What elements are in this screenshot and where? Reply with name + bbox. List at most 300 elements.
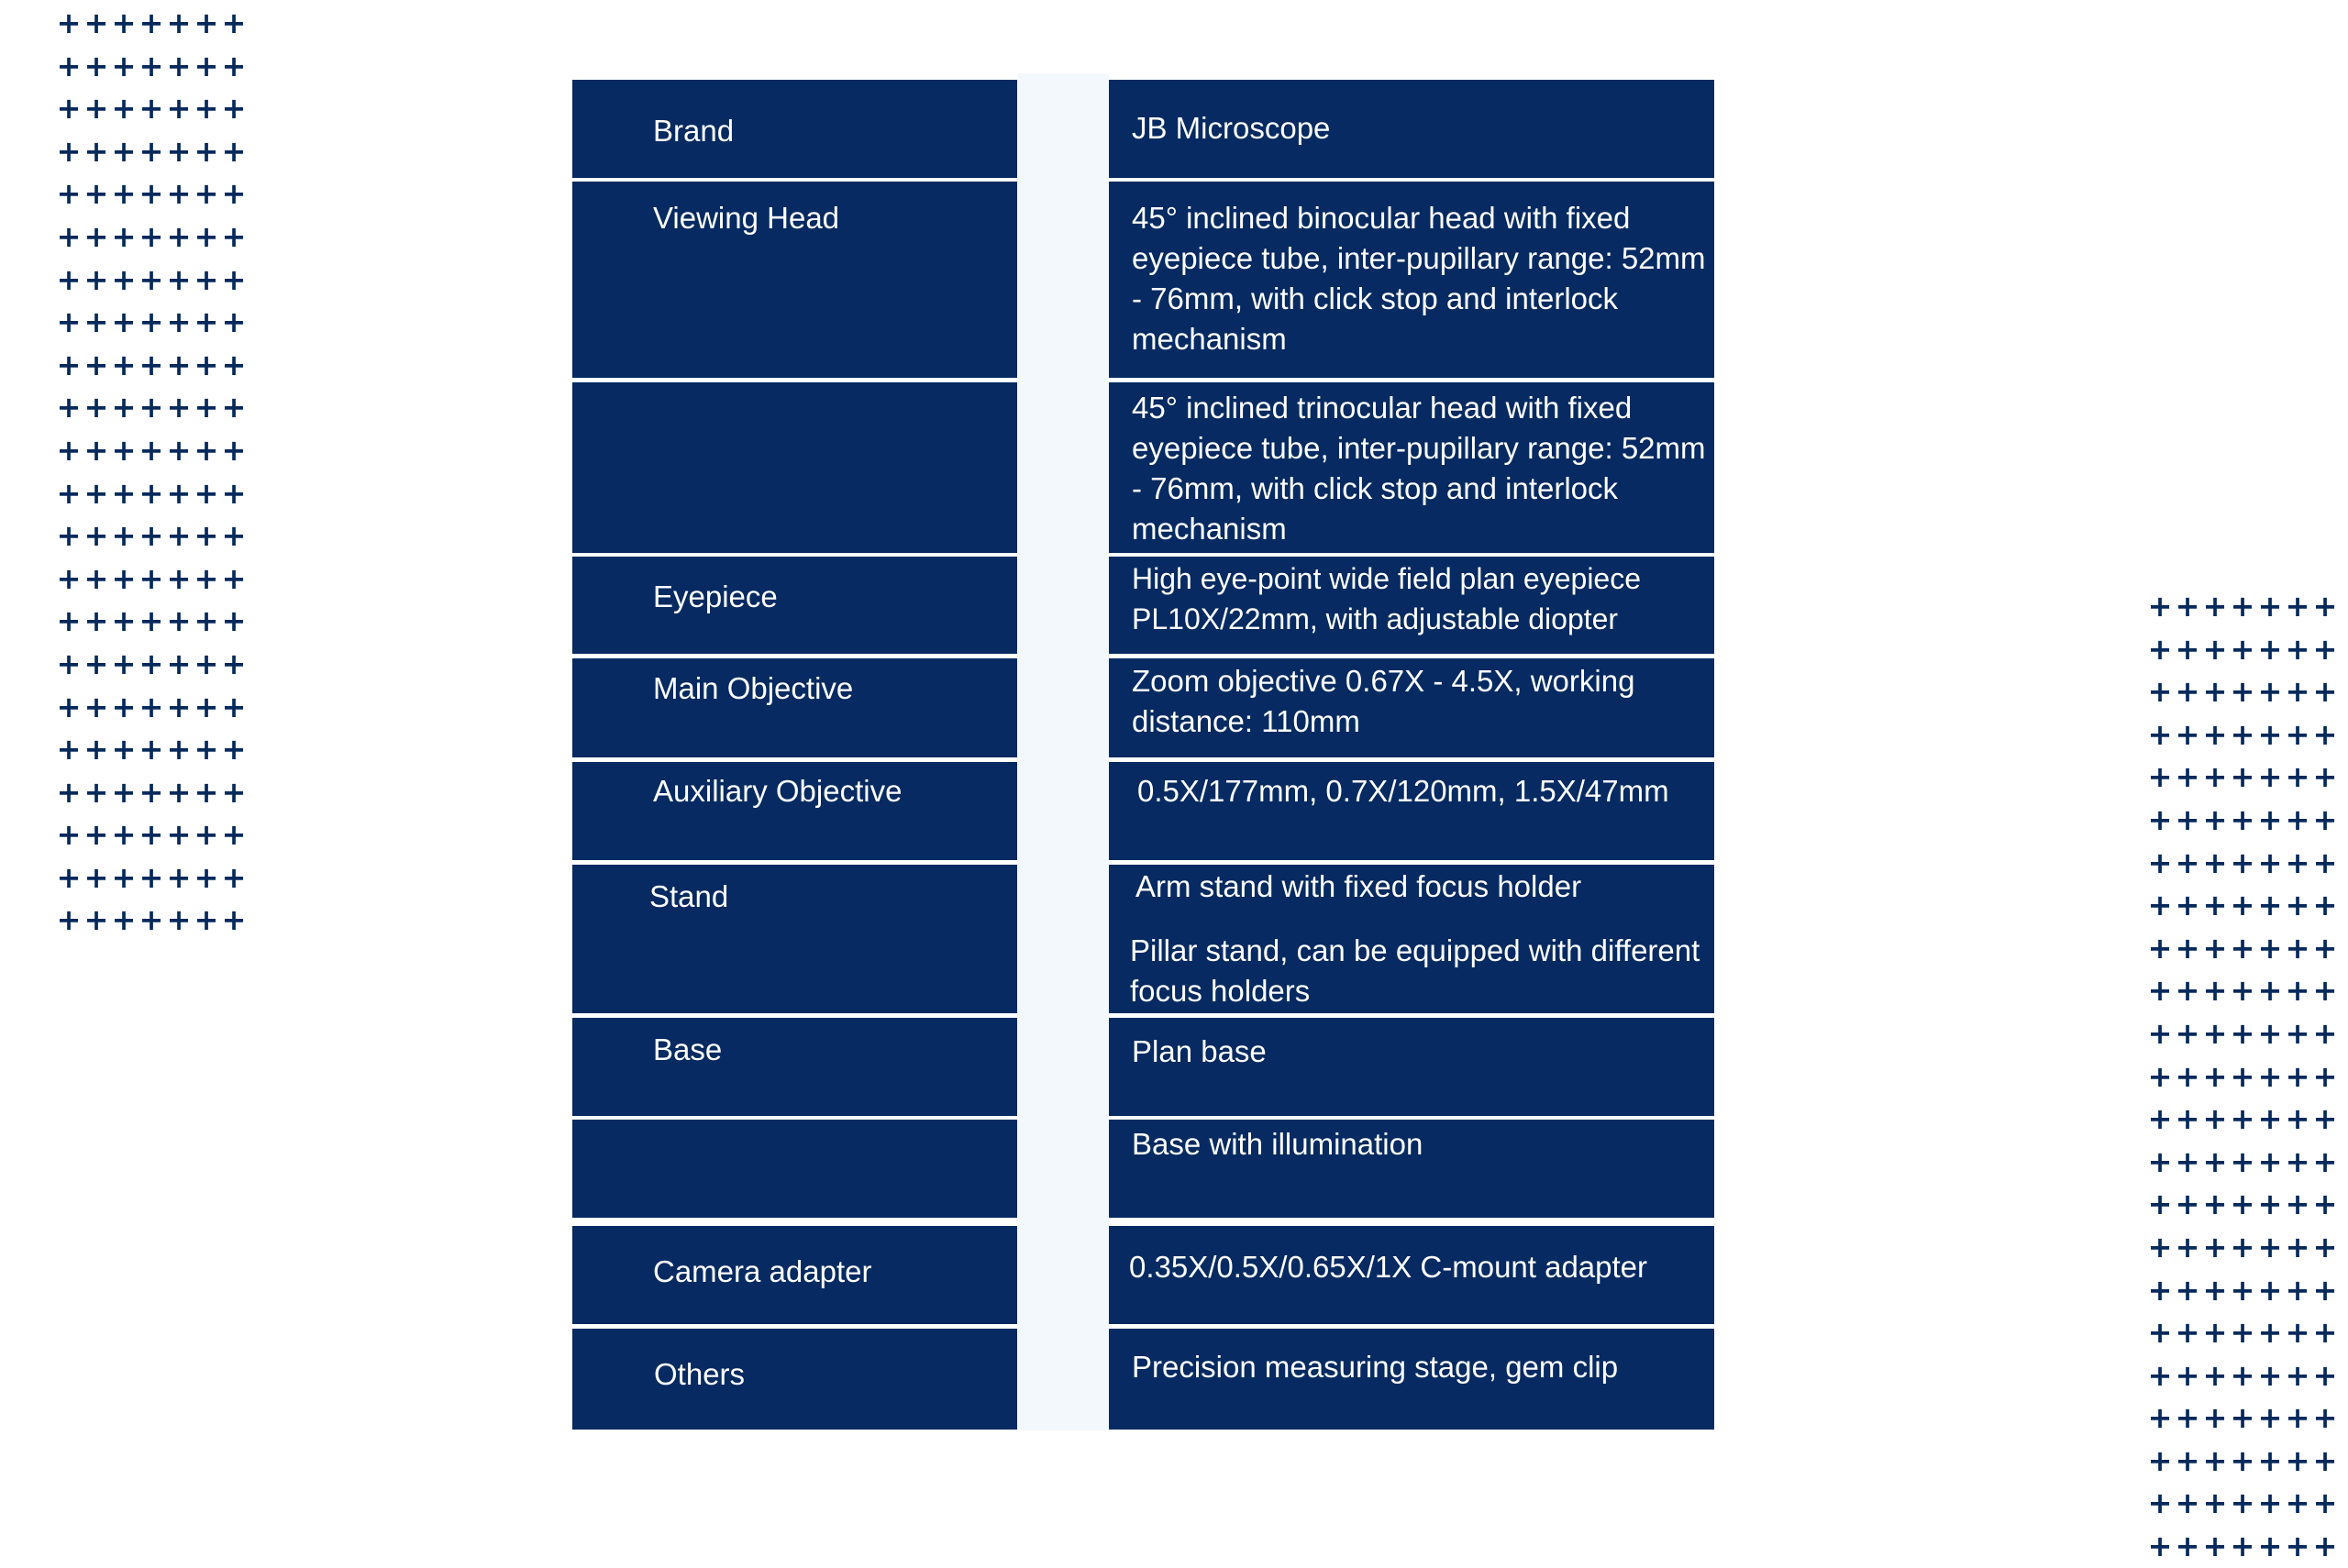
plus-icon: + xyxy=(2312,1143,2338,1179)
plus-icon: + xyxy=(2175,1400,2200,1436)
plus-icon: + xyxy=(221,774,247,810)
plus-icon: + xyxy=(2175,1101,2200,1137)
plus-icon: + xyxy=(166,475,192,511)
spec-label-empty xyxy=(572,1120,1017,1218)
plus-icon: + xyxy=(111,176,137,212)
plus-icon: + xyxy=(2257,1272,2283,1308)
plus-icon: + xyxy=(83,902,109,938)
plus-icon: + xyxy=(138,475,164,511)
plus-icon: + xyxy=(83,603,109,639)
plus-icon: + xyxy=(194,475,219,511)
plus-icon: + xyxy=(194,6,219,40)
plus-icon: + xyxy=(221,603,247,639)
plus-icon: + xyxy=(166,6,192,40)
plus-icon: + xyxy=(2202,716,2228,752)
plus-icon: + xyxy=(138,176,164,212)
plus-icon: + xyxy=(2257,759,2283,795)
spec-value-text: High eye-point wide field plan eyepiece PL10X/22mm, with adjustable diopter xyxy=(1132,562,1642,635)
plus-icon: + xyxy=(2230,674,2255,710)
plus-icon: + xyxy=(2202,845,2228,880)
plus-icon: + xyxy=(2230,589,2255,624)
plus-icon: + xyxy=(2175,1058,2200,1094)
plus-icon: + xyxy=(2147,1400,2173,1436)
plus-icon: + xyxy=(83,218,109,254)
plus-icon: + xyxy=(56,91,82,127)
plus-icon: + xyxy=(83,859,109,895)
plus-icon: + xyxy=(2175,1315,2200,1351)
plus-icon: + xyxy=(111,560,137,596)
plus-icon: + xyxy=(2230,930,2255,966)
plus-icon: + xyxy=(2312,1529,2338,1564)
plus-icon: + xyxy=(2230,1101,2255,1137)
spec-value-text-arm: Arm stand with fixed focus holder xyxy=(1135,869,1582,903)
plus-icon: + xyxy=(2202,631,2228,667)
plus-icon: + xyxy=(194,347,219,382)
plus-icon: + xyxy=(221,176,247,212)
spec-label-text: Others xyxy=(654,1357,746,1391)
plus-icon: + xyxy=(2230,1315,2255,1351)
plus-icon: + xyxy=(166,689,192,724)
plus-icon: + xyxy=(111,347,137,382)
plus-icon: + xyxy=(83,6,109,40)
plus-icon: + xyxy=(2285,801,2310,837)
plus-icon: + xyxy=(221,518,247,554)
plus-icon: + xyxy=(2230,1143,2255,1179)
plus-icon: + xyxy=(111,689,137,724)
plus-icon: + xyxy=(2202,1400,2228,1436)
plus-icon: + xyxy=(166,646,192,681)
plus-icon: + xyxy=(2175,973,2200,1009)
spec-value-base-illumination xyxy=(1109,1120,1714,1218)
plus-icon: + xyxy=(111,518,137,554)
plus-icon: + xyxy=(2285,1229,2310,1264)
plus-icon: + xyxy=(194,732,219,767)
plus-icon: + xyxy=(2312,716,2338,752)
plus-icon: + xyxy=(2257,1442,2283,1478)
plus-icon: + xyxy=(2202,759,2228,795)
plus-icon: + xyxy=(2257,1485,2283,1521)
plus-icon: + xyxy=(56,732,82,767)
plus-pattern-right-decoration xyxy=(2146,585,2339,1568)
plus-icon: + xyxy=(2147,631,2173,667)
plus-icon: + xyxy=(194,774,219,810)
plus-icon: + xyxy=(2230,1400,2255,1436)
plus-icon: + xyxy=(83,475,109,511)
plus-icon: + xyxy=(194,902,219,938)
plus-icon: + xyxy=(194,518,219,554)
plus-icon: + xyxy=(83,518,109,554)
plus-icon: + xyxy=(221,133,247,169)
plus-icon: + xyxy=(2285,1272,2310,1308)
plus-icon: + xyxy=(2147,845,2173,880)
plus-icon: + xyxy=(2230,1058,2255,1094)
plus-icon: + xyxy=(111,732,137,767)
plus-icon: + xyxy=(138,817,164,853)
plus-icon: + xyxy=(2285,631,2310,667)
plus-icon: + xyxy=(138,774,164,810)
plus-icon: + xyxy=(2175,1229,2200,1264)
plus-icon: + xyxy=(2147,1187,2173,1222)
plus-icon: + xyxy=(83,432,109,468)
plus-icon: + xyxy=(2312,973,2338,1009)
plus-icon: + xyxy=(2257,973,2283,1009)
plus-icon: + xyxy=(166,347,192,382)
plus-icon: + xyxy=(2312,1058,2338,1094)
plus-icon: + xyxy=(221,902,247,938)
plus-icon: + xyxy=(56,475,82,511)
plus-icon: + xyxy=(83,261,109,297)
plus-icon: + xyxy=(2175,759,2200,795)
plus-icon: + xyxy=(166,859,192,895)
plus-icon: + xyxy=(111,774,137,810)
plus-icon: + xyxy=(2202,1187,2228,1222)
plus-icon: + xyxy=(2312,1485,2338,1521)
plus-icon: + xyxy=(2147,930,2173,966)
plus-icon: + xyxy=(2312,1315,2338,1351)
plus-icon: + xyxy=(194,218,219,254)
plus-icon: + xyxy=(2202,1229,2228,1264)
plus-icon: + xyxy=(2175,888,2200,923)
plus-icon: + xyxy=(2285,1015,2310,1051)
plus-icon: + xyxy=(138,732,164,767)
plus-icon: + xyxy=(166,176,192,212)
plus-icon: + xyxy=(2202,1485,2228,1521)
plus-icon: + xyxy=(2147,1101,2173,1137)
plus-icon: + xyxy=(83,48,109,83)
spec-value-base-plan xyxy=(1109,1018,1714,1116)
spec-value-text: Precision measuring stage, gem clip xyxy=(1132,1350,1619,1384)
plus-icon: + xyxy=(2285,1357,2310,1393)
plus-icon: + xyxy=(166,732,192,767)
plus-icon: + xyxy=(2230,1357,2255,1393)
plus-icon: + xyxy=(166,774,192,810)
plus-icon: + xyxy=(2257,1529,2283,1564)
plus-icon: + xyxy=(194,304,219,340)
spec-label-empty xyxy=(572,382,1017,553)
plus-icon: + xyxy=(2312,1357,2338,1393)
plus-icon: + xyxy=(2175,1143,2200,1179)
plus-icon: + xyxy=(138,133,164,169)
plus-icon: + xyxy=(166,91,192,127)
spec-label-camera-adapter xyxy=(572,1226,1017,1324)
plus-icon: + xyxy=(83,646,109,681)
plus-icon: + xyxy=(138,91,164,127)
plus-icon: + xyxy=(2175,674,2200,710)
plus-icon: + xyxy=(2257,888,2283,923)
plus-icon: + xyxy=(221,689,247,724)
plus-icon: + xyxy=(2147,1357,2173,1393)
plus-icon: + xyxy=(56,560,82,596)
spec-value-brand xyxy=(1109,80,1714,178)
spec-value-text: 45° inclined trinocular head with fixed eyepiece tube, inter-pupillary range: 52mm - 76mm, with click stop and interlock mechanism xyxy=(1132,391,1706,546)
plus-icon: + xyxy=(2312,759,2338,795)
spec-label-text: Main Objective xyxy=(653,671,854,705)
plus-icon: + xyxy=(83,133,109,169)
spec-value-text: 0.35X/0.5X/0.65X/1X C-mount adapter xyxy=(1129,1250,1648,1284)
plus-icon: + xyxy=(2312,801,2338,837)
plus-icon: + xyxy=(2285,1485,2310,1521)
plus-icon: + xyxy=(111,859,137,895)
plus-icon: + xyxy=(2147,973,2173,1009)
plus-icon: + xyxy=(2312,1229,2338,1264)
plus-icon: + xyxy=(2202,930,2228,966)
plus-icon: + xyxy=(2175,845,2200,880)
plus-icon: + xyxy=(56,817,82,853)
plus-icon: + xyxy=(2285,930,2310,966)
plus-icon: + xyxy=(2257,1229,2283,1264)
plus-icon: + xyxy=(2147,1229,2173,1264)
plus-icon: + xyxy=(2202,973,2228,1009)
plus-icon: + xyxy=(194,603,219,639)
spec-value-text: Plan base xyxy=(1132,1034,1267,1068)
plus-icon: + xyxy=(2202,1357,2228,1393)
plus-icon: + xyxy=(2202,801,2228,837)
plus-icon: + xyxy=(56,859,82,895)
plus-icon: + xyxy=(56,261,82,297)
plus-icon: + xyxy=(2285,1143,2310,1179)
plus-icon: + xyxy=(166,603,192,639)
plus-icon: + xyxy=(2257,1015,2283,1051)
spec-label-auxiliary-objective xyxy=(572,762,1017,860)
plus-icon: + xyxy=(138,347,164,382)
plus-icon: + xyxy=(166,902,192,938)
plus-icon: + xyxy=(56,218,82,254)
plus-icon: + xyxy=(221,261,247,297)
plus-icon: + xyxy=(194,176,219,212)
plus-icon: + xyxy=(2257,845,2283,880)
spec-value-viewing-head-binocular xyxy=(1109,182,1714,378)
spec-label-eyepiece xyxy=(572,557,1017,654)
plus-icon: + xyxy=(2147,1529,2173,1564)
plus-icon: + xyxy=(2230,845,2255,880)
plus-icon: + xyxy=(2312,930,2338,966)
plus-icon: + xyxy=(111,304,137,340)
plus-icon: + xyxy=(2257,1400,2283,1436)
plus-icon: + xyxy=(2312,674,2338,710)
plus-icon: + xyxy=(138,859,164,895)
plus-icon: + xyxy=(194,859,219,895)
plus-icon: + xyxy=(2202,1015,2228,1051)
plus-icon: + xyxy=(2230,801,2255,837)
plus-icon: + xyxy=(221,560,247,596)
plus-icon: + xyxy=(2312,1187,2338,1222)
plus-icon: + xyxy=(56,603,82,639)
spec-value-others xyxy=(1109,1329,1714,1430)
plus-icon: + xyxy=(2257,1143,2283,1179)
plus-icon: + xyxy=(2147,1442,2173,1478)
plus-icon: + xyxy=(2175,1272,2200,1308)
spec-value-stand xyxy=(1109,865,1714,1013)
plus-icon: + xyxy=(221,475,247,511)
plus-icon: + xyxy=(111,646,137,681)
spec-value-text: JB Microscope xyxy=(1132,111,1331,145)
plus-icon: + xyxy=(2147,888,2173,923)
plus-icon: + xyxy=(2285,759,2310,795)
plus-icon: + xyxy=(221,646,247,681)
plus-icon: + xyxy=(2285,845,2310,880)
plus-icon: + xyxy=(138,432,164,468)
plus-icon: + xyxy=(2257,1315,2283,1351)
plus-icon: + xyxy=(2175,801,2200,837)
plus-icon: + xyxy=(2147,1272,2173,1308)
plus-icon: + xyxy=(2257,589,2283,624)
plus-icon: + xyxy=(111,902,137,938)
plus-icon: + xyxy=(194,646,219,681)
spec-label-text: Eyepiece xyxy=(653,580,778,613)
plus-icon: + xyxy=(111,603,137,639)
plus-icon: + xyxy=(2230,1015,2255,1051)
plus-icon: + xyxy=(2202,1272,2228,1308)
plus-icon: + xyxy=(56,902,82,938)
plus-icon: + xyxy=(56,774,82,810)
plus-icon: + xyxy=(83,304,109,340)
plus-icon: + xyxy=(138,48,164,83)
plus-icon: + xyxy=(56,133,82,169)
plus-icon: + xyxy=(2285,973,2310,1009)
plus-icon: + xyxy=(166,48,192,83)
plus-icon: + xyxy=(2285,1101,2310,1137)
plus-icon: + xyxy=(2230,1442,2255,1478)
plus-icon: + xyxy=(83,774,109,810)
spec-value-text: 45° inclined binocular head with fixed eyepiece tube, inter-pupillary range: 52mm - 76mm, with click stop and interlock mechanism xyxy=(1132,201,1706,356)
spec-label-text: Auxiliary Objective xyxy=(653,774,903,808)
spec-value-text: Zoom objective 0.67X - 4.5X, working distance: 110mm xyxy=(1132,664,1635,738)
plus-icon: + xyxy=(83,560,109,596)
plus-icon: + xyxy=(221,432,247,468)
plus-icon: + xyxy=(2202,1315,2228,1351)
plus-icon: + xyxy=(56,48,82,83)
plus-icon: + xyxy=(2312,845,2338,880)
plus-icon: + xyxy=(2285,1315,2310,1351)
plus-icon: + xyxy=(166,518,192,554)
plus-icon: + xyxy=(83,732,109,767)
plus-icon: + xyxy=(138,218,164,254)
plus-icon: + xyxy=(111,261,137,297)
plus-icon: + xyxy=(194,133,219,169)
plus-icon: + xyxy=(2230,1187,2255,1222)
plus-icon: + xyxy=(2312,589,2338,624)
table-divider-strip xyxy=(1017,73,1109,1430)
plus-icon: + xyxy=(2312,1400,2338,1436)
plus-icon: + xyxy=(138,518,164,554)
plus-icon: + xyxy=(221,218,247,254)
plus-icon: + xyxy=(2175,930,2200,966)
plus-icon: + xyxy=(2257,1101,2283,1137)
plus-icon: + xyxy=(2202,589,2228,624)
plus-icon: + xyxy=(194,261,219,297)
plus-icon: + xyxy=(138,646,164,681)
plus-icon: + xyxy=(83,817,109,853)
plus-icon: + xyxy=(2147,801,2173,837)
plus-icon: + xyxy=(2202,888,2228,923)
spec-value-text: Base with illumination xyxy=(1132,1127,1423,1161)
plus-icon: + xyxy=(138,304,164,340)
plus-icon: + xyxy=(194,817,219,853)
spec-label-text: Viewing Head xyxy=(653,201,840,235)
plus-icon: + xyxy=(83,390,109,425)
plus-icon: + xyxy=(111,817,137,853)
spec-value-main-objective xyxy=(1109,658,1714,757)
spec-label-text: Camera adapter xyxy=(653,1254,872,1288)
plus-icon: + xyxy=(111,218,137,254)
plus-icon: + xyxy=(83,176,109,212)
plus-icon: + xyxy=(56,390,82,425)
plus-icon: + xyxy=(56,646,82,681)
plus-icon: + xyxy=(2312,1442,2338,1478)
plus-icon: + xyxy=(194,560,219,596)
plus-icon: + xyxy=(221,304,247,340)
spec-label-viewing-head xyxy=(572,182,1017,378)
spec-label-others xyxy=(572,1329,1017,1430)
plus-icon: + xyxy=(221,817,247,853)
plus-icon: + xyxy=(2230,1529,2255,1564)
plus-icon: + xyxy=(2230,1272,2255,1308)
plus-icon: + xyxy=(2285,1058,2310,1094)
plus-icon: + xyxy=(194,91,219,127)
plus-icon: + xyxy=(2285,1529,2310,1564)
plus-icon: + xyxy=(56,432,82,468)
plus-icon: + xyxy=(166,817,192,853)
plus-icon: + xyxy=(166,560,192,596)
plus-icon: + xyxy=(2285,888,2310,923)
spec-label-text: Base xyxy=(653,1032,723,1066)
plus-icon: + xyxy=(2175,1485,2200,1521)
plus-icon: + xyxy=(138,689,164,724)
plus-icon: + xyxy=(2175,1442,2200,1478)
plus-icon: + xyxy=(2257,1058,2283,1094)
plus-icon: + xyxy=(2175,1015,2200,1051)
plus-icon: + xyxy=(138,6,164,40)
spec-value-viewing-head-trinocular xyxy=(1109,382,1714,553)
plus-icon: + xyxy=(2147,674,2173,710)
plus-icon: + xyxy=(2202,1442,2228,1478)
plus-icon: + xyxy=(2230,759,2255,795)
plus-icon: + xyxy=(2147,589,2173,624)
plus-icon: + xyxy=(221,91,247,127)
plus-icon: + xyxy=(2147,759,2173,795)
plus-icon: + xyxy=(221,859,247,895)
plus-icon: + xyxy=(83,91,109,127)
plus-icon: + xyxy=(2312,888,2338,923)
plus-icon: + xyxy=(2257,631,2283,667)
spec-label-stand xyxy=(572,865,1017,1013)
plus-icon: + xyxy=(221,48,247,83)
plus-icon: + xyxy=(2230,631,2255,667)
spec-label-text: Brand xyxy=(653,114,735,148)
spec-label-brand xyxy=(572,80,1017,178)
plus-icon: + xyxy=(111,390,137,425)
plus-icon: + xyxy=(2147,716,2173,752)
spec-value-camera-adapter xyxy=(1109,1226,1714,1324)
spec-label-base xyxy=(572,1018,1017,1116)
plus-icon: + xyxy=(221,732,247,767)
plus-icon: + xyxy=(2312,1101,2338,1137)
plus-icon: + xyxy=(2175,1357,2200,1393)
plus-icon: + xyxy=(83,689,109,724)
plus-icon: + xyxy=(2202,1143,2228,1179)
plus-icon: + xyxy=(2285,716,2310,752)
plus-icon: + xyxy=(2230,716,2255,752)
plus-icon: + xyxy=(2175,631,2200,667)
plus-icon: + xyxy=(2312,631,2338,667)
plus-icon: + xyxy=(111,432,137,468)
plus-icon: + xyxy=(194,689,219,724)
plus-icon: + xyxy=(2312,1015,2338,1051)
plus-icon: + xyxy=(56,689,82,724)
plus-icon: + xyxy=(2257,1187,2283,1222)
plus-icon: + xyxy=(2175,589,2200,624)
plus-icon: + xyxy=(111,133,137,169)
